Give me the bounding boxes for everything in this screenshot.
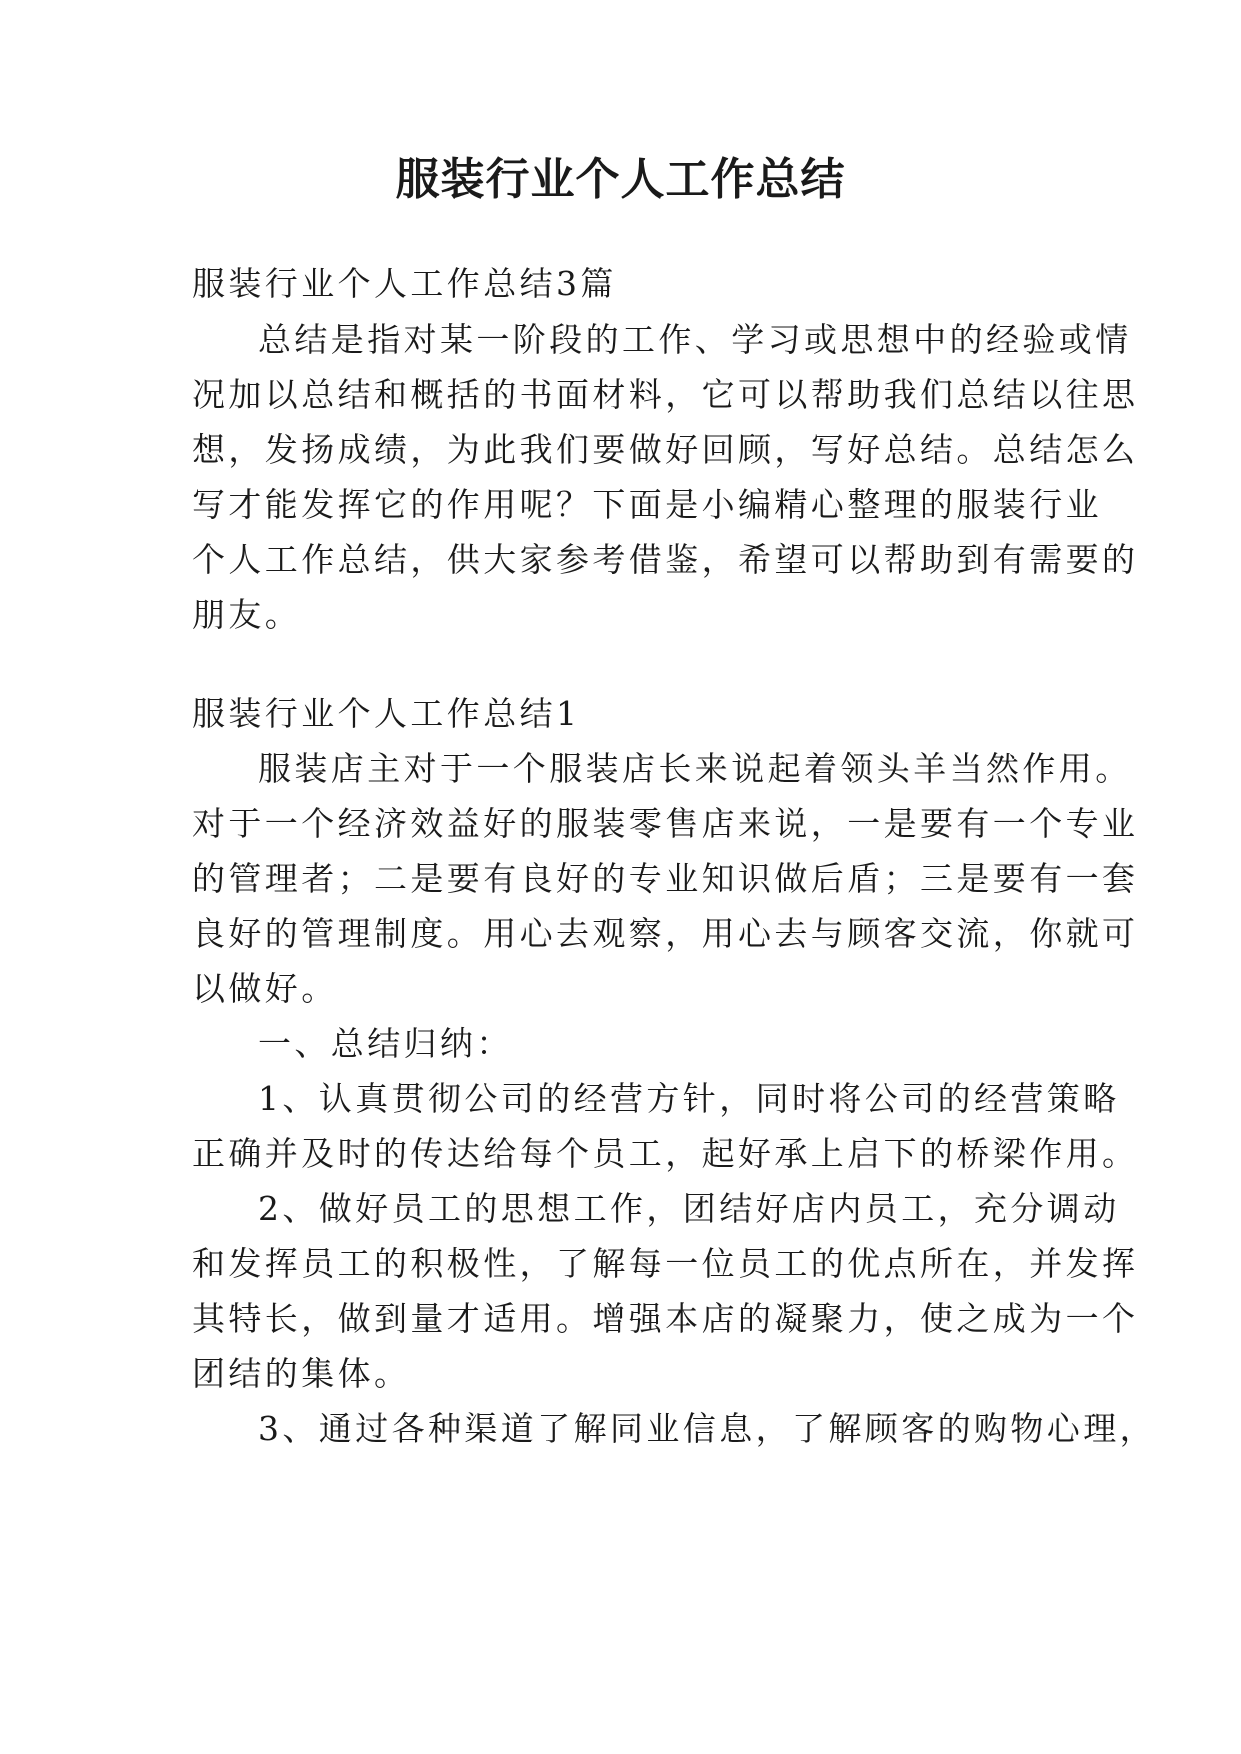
item-2-line-2: 和发挥员工的积极性，了解每一位员工的优点所在，并发挥	[192, 1244, 1139, 1283]
body-line-4: 良好的管理制度。用心去观察，用心去与顾客交流，你就可	[192, 914, 1139, 953]
item-2-line-3: 其特长，做到量才适用。增强本店的凝聚力，使之成为一个	[192, 1299, 1139, 1338]
body-line-1: 服装店主对于一个服装店长来说起着领头羊当然作用。	[258, 749, 1132, 788]
section-heading-1: 服装行业个人工作总结1	[192, 694, 581, 733]
item-2-line-1: 2、做好员工的思想工作，团结好店内员工，充分调动	[258, 1189, 1120, 1228]
intro-line-5: 个人工作总结，供大家参考借鉴，希望可以帮助到有需要的	[192, 540, 1139, 579]
body-line-3: 的管理者；二是要有良好的专业知识做后盾；三是要有一套	[192, 859, 1139, 898]
document-title: 服装行业个人工作总结	[395, 154, 846, 205]
body-line-5: 以做好。	[192, 969, 338, 1008]
item-1-line-2: 正确并及时的传达给每个员工，起好承上启下的桥梁作用。	[192, 1134, 1139, 1173]
intro-line-2: 况加以总结和概括的书面材料，它可以帮助我们总结以往思	[192, 375, 1139, 414]
intro-line-4: 写才能发挥它的作用呢？下面是小编精心整理的服装行业	[192, 485, 1102, 524]
intro-line-3: 想，发扬成绩，为此我们要做好回顾，写好总结。总结怎么	[192, 430, 1139, 469]
list-heading: 一、总结归纳：	[258, 1024, 513, 1063]
intro-line-1: 总结是指对某一阶段的工作、学习或思想中的经验或情	[258, 320, 1132, 359]
item-1-line-1: 1、认真贯彻公司的经营方针，同时将公司的经营策略	[258, 1079, 1120, 1118]
body-line-2: 对于一个经济效益好的服装零售店来说，一是要有一个专业	[192, 804, 1139, 843]
item-3-line-1: 3、通过各种渠道了解同业信息，了解顾客的购物心理，	[258, 1409, 1156, 1448]
item-2-line-4: 团结的集体。	[192, 1354, 411, 1393]
intro-line-6: 朋友。	[192, 595, 302, 634]
subtitle-line: 服装行业个人工作总结3篇	[192, 264, 617, 303]
